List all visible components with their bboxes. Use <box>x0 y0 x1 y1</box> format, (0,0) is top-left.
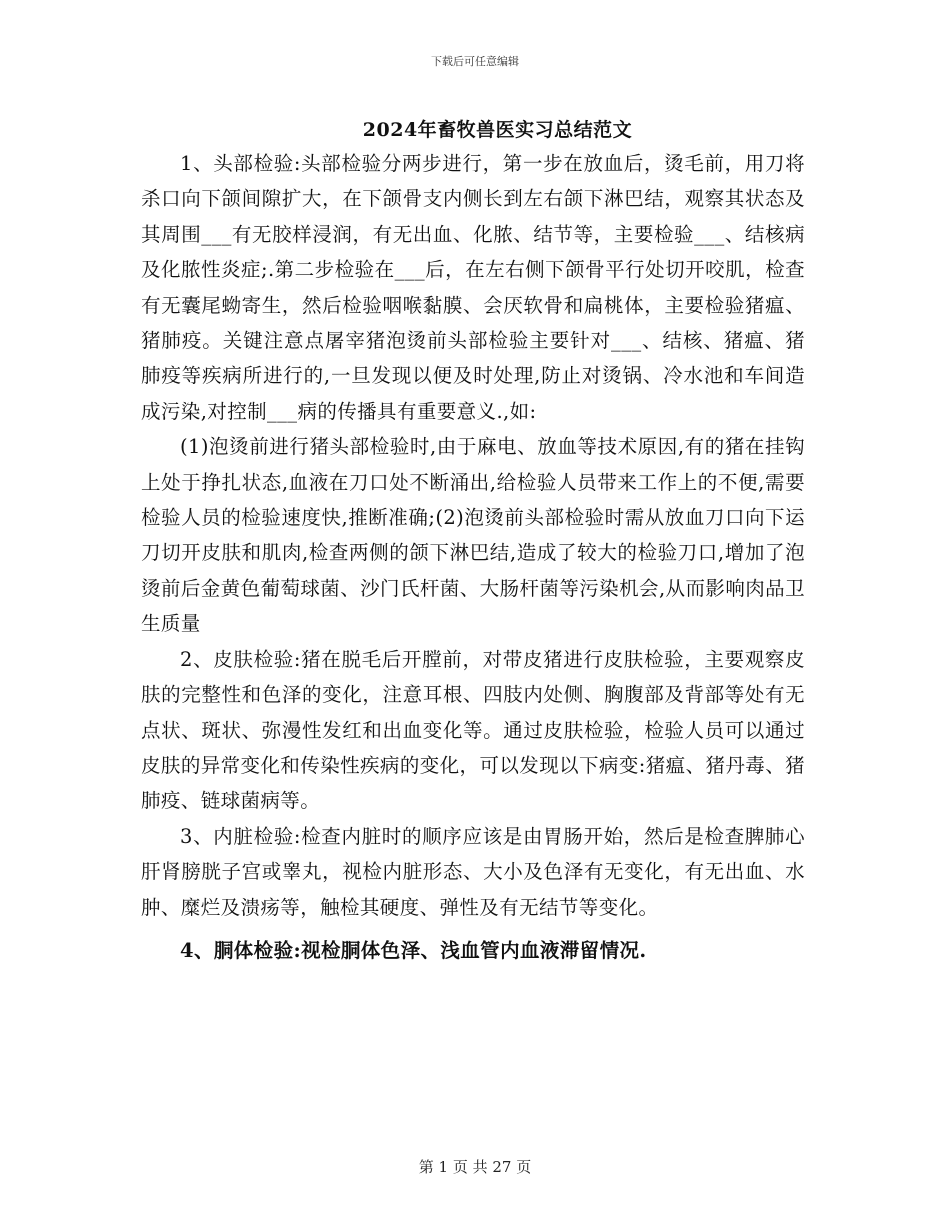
document-title: 2024年畜牧兽医实习总结范文 <box>362 119 633 141</box>
paragraph-head-inspection-notes: (1)泡烫前进行猪头部检验时,由于麻电、放血等技术原因,有的猪在挂钩上处于挣扎状态,血液在刀口处不断涌出,给检验人员带来工作上的不便,需要检验人员的检验速度快,推断准确;(2)泡烫前头部检验时需从放血刀口向下运刀切开皮肤和肌肉,检查两侧的颌下淋巴结,造成了较大的检验刀口,增加了泡烫前后金黄色葡萄球菌、沙门氏杆菌、大肠杆菌等污染机会,从而影响肉品卫生质量 <box>141 435 805 636</box>
document-body <box>141 146 805 968</box>
paragraph-head-inspection: 1、头部检验:头部检验分两步进行，第一步在放血后，烫毛前，用刀将杀口向下颌间隙扩大，在下颌骨支内侧长到左右颌下淋巴结，观察其状态及其周围___有无胶样浸润，有无出血、化脓、结节等，主要检验___、结核病及化脓性炎症;.第二步检验在___后，在左右侧下颌骨平行处切开咬肌，检查有无囊尾蚴寄生，然后检验咽喉黏膜、会厌软骨和扁桃体，主要检验猪瘟、猪肺疫。关键注意点屠宰猪泡烫前头部检验主要针对___、结核、猪瘟、猪肺疫等疾病所进行的,一旦发现以便及时处理,防止对烫锅、冷水池和车间造成污染,对控制___病的传播具有重要意义.,如: <box>141 152 805 423</box>
page-number: 第 1 页 共 27 页 <box>418 1158 532 1176</box>
paragraph-organ-inspection: 3、内脏检验:检查内脏时的顺序应该是由胃肠开始，然后是检查脾肺心肝肾膀胱子宫或睾丸，视检内脏形态、大小及色泽有无变化，有无出血、水肿、糜烂及溃疡等，触检其硬度、弹性及有无结节等变化。 <box>141 824 805 919</box>
paragraph-skin-inspection: 2、皮肤检验:猪在脱毛后开膛前，对带皮猪进行皮肤检验，主要观察皮肤的完整性和色泽的变化，注意耳根、四肢内处侧、胸腹部及背部等处有无点状、斑状、弥漫性发红和出血变化等。通过皮肤检验，检验人员可以通过皮肤的异常变化和传染性疾病的变化，可以发现以下病变:猪瘟、猪丹毒、猪肺疫、链球菌病等。 <box>141 647 805 813</box>
header-note: 下载后可任意编辑 <box>431 55 519 68</box>
paragraph-carcass-inspection: 4、胴体检验:视检胴体色泽、浅血管内血液滞留情况. <box>180 938 647 962</box>
